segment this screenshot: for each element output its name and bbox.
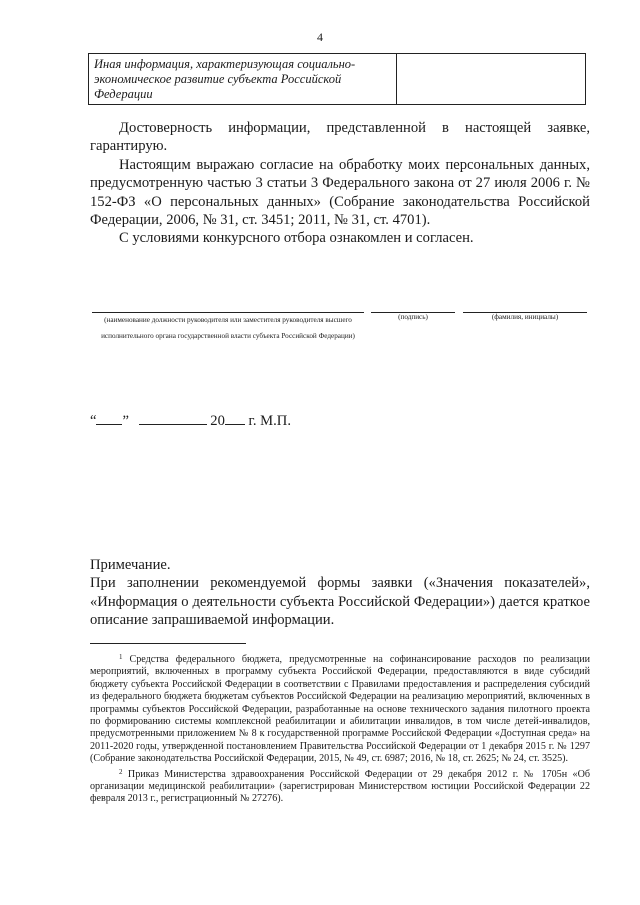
footnote: [90, 651, 590, 766]
table-cell-label: Иная информация, характеризующая социально-экономическое развитие субъекта Российской Федерации: [89, 54, 397, 105]
day-blank: [96, 411, 122, 425]
month-blank: [139, 411, 207, 425]
date-line: [90, 411, 291, 430]
info-table: [88, 53, 586, 105]
footnote-mark: 2: [119, 767, 123, 776]
conditions-paragraph: С условиями конкурсного отбора ознакомлен и согласен.: [119, 230, 474, 247]
close-quote: ”: [122, 413, 129, 429]
name-caption: (фамилия, инициалы): [491, 313, 559, 321]
sign-caption: (подпись): [398, 313, 428, 321]
year-prefix: 20: [210, 413, 225, 429]
note-title: Примечание.: [90, 557, 171, 573]
date-suffix: г. М.П.: [248, 413, 291, 429]
footnotes: [90, 651, 590, 806]
consent-paragraph: Настоящим выражаю согласие на обработку моих персональных данных, предусмотренную частью 3 статьи 3 Федерального закона от 27 июля 2006 г. № 152-ФЗ «О персональных данных» (Собрание законодательства Российской Федерации, 2006, № 31, ст. 3451; 2011, № 31, ст. 4701).: [90, 156, 590, 229]
position-caption: (наименование должности руководителя или заместителя руководителя высшего исполнительного органа государственной власти субъекта Российской Федерации): [101, 316, 355, 340]
note-text: При заполнении рекомендуемой формы заявки («Значения показателей», «Информация о деятельности субъекта Российской Федерации») дается краткое описание запрашиваемой информации.: [90, 575, 590, 629]
note-block: [90, 556, 590, 630]
footnote-mark: 1: [119, 653, 123, 661]
footnote-separator: [90, 643, 246, 644]
footnote: [90, 766, 590, 806]
footnote-text: Средства федерального бюджета, предусмотренные на софинансирование расходов по реализации мероприятий, включенных в программу субъекта Российской Федерации, предоставляются в виде субсидий бюджету субъекта Российской Федерации в соответствии с Правилами предоставления и распределения субсидий из федерального бюджета бюджетам субъектов Российской Федерации на реализацию мероприятий, включенных в программы субъектов Российской Федерации, разработанные на основе технического задания пилотного проекта по формированию системы комплексной реабилитации и абилитации инвалидов, в том числе детей-инвалидов, предусмотренными приложением № 8 к государственной программе Российской Федерации «Доступная среда» на 2011-2020 годы, утвержденной постановлением Правительства Российской Федерации от 1 декабря 2015 г. № 1297 (Собрание законодательства Российской Федерации, 2015, № 49, ст. 6987; 2016, № 18, ст. 2625; № 24, ст. 3525).: [90, 654, 591, 765]
table-cell-value: [397, 54, 586, 105]
statement-block: [90, 119, 590, 248]
page-number: 4: [317, 30, 323, 44]
table-row: [89, 54, 586, 105]
reliability-paragraph: Достоверность информации, представленной в настоящей заявке, гарантирую.: [90, 120, 590, 155]
year-blank: [225, 411, 245, 425]
footnote-text: Приказ Министерства здравоохранения Российской Федерации от 29 декабря 2012 г. № 1705н «Об организации медицинской реабилитации» (зарегистрирован Министерством юстиции Российской Федерации 22 февраля 2013 г., регистрационный № 27276).: [90, 768, 590, 805]
open-quote: “: [90, 413, 97, 429]
